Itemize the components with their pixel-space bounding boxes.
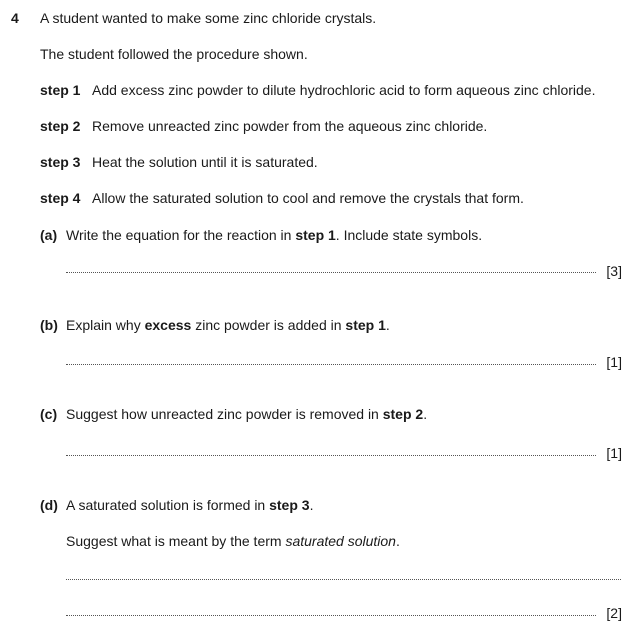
step-label: step 4: [40, 190, 81, 206]
step-3: [40, 153, 318, 171]
procedure-intro: The student followed the procedure shown.: [40, 46, 308, 62]
part-label: (c): [40, 406, 58, 422]
marks-a: [3]: [606, 263, 622, 279]
marks-d: [2]: [606, 605, 622, 621]
part-label: (d): [40, 497, 58, 513]
answer-line-d-1[interactable]: [66, 579, 621, 580]
step-2: [40, 117, 487, 135]
part-label: (b): [40, 317, 58, 333]
step-text: Allow the saturated solution to cool and remove the crystals that form.: [92, 190, 524, 206]
step-text: Heat the solution until it is saturated.: [92, 154, 318, 170]
part-d-subquestion: Suggest what is meant by the term saturated solution.: [66, 533, 400, 549]
part-c-question: (c) Suggest how unreacted zinc powder is removed in step 2.: [40, 406, 428, 422]
part-a-question: (a) Write the equation for the reaction in step 1. Include state symbols.: [40, 227, 483, 243]
part-b-question: (b) Explain why excess zinc powder is added in step 1.: [40, 317, 390, 333]
answer-line-c[interactable]: [66, 455, 596, 456]
step-4: [40, 189, 524, 207]
answer-line-a[interactable]: [66, 272, 596, 273]
step-label: step 1: [40, 82, 81, 98]
question-intro: A student wanted to make some zinc chloride crystals.: [40, 10, 377, 26]
marks-c: [1]: [606, 445, 622, 461]
part-label: (a): [40, 227, 58, 243]
question-number: 4: [11, 10, 19, 26]
step-1: [40, 81, 595, 99]
answer-line-b[interactable]: [66, 364, 596, 365]
part-d-question: (d) A saturated solution is formed in step 3.: [40, 497, 314, 513]
answer-line-d-2[interactable]: [66, 615, 596, 616]
step-label: step 3: [40, 154, 81, 170]
step-label: step 2: [40, 118, 81, 134]
step-text: Add excess zinc powder to dilute hydrochloric acid to form aqueous zinc chloride.: [92, 82, 596, 98]
marks-b: [1]: [606, 354, 622, 370]
step-text: Remove unreacted zinc powder from the aqueous zinc chloride.: [92, 118, 488, 134]
